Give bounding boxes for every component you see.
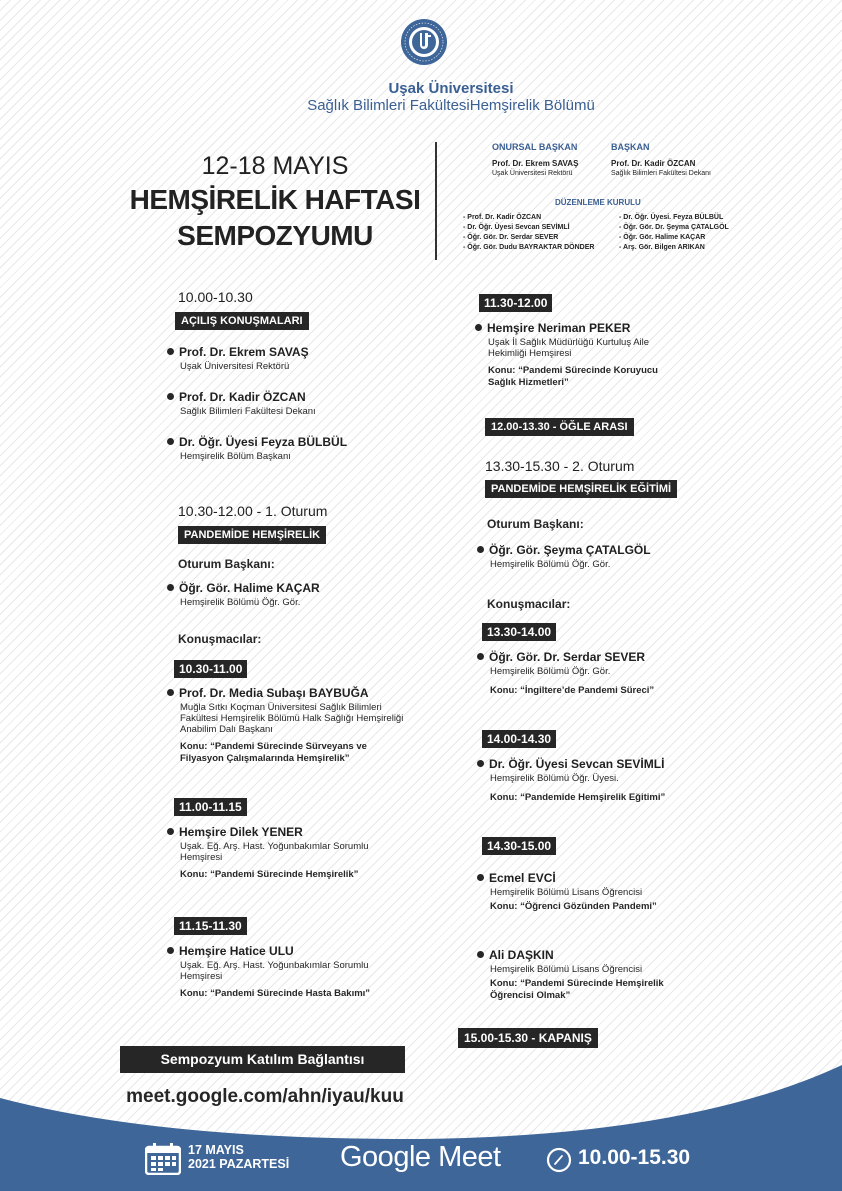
session2-speakers-label: Konuşmacılar: xyxy=(487,597,571,611)
speaker-role: Hemşirelik Bölümü Lisans Öğrencisi xyxy=(490,964,643,975)
session1-speakers-label: Konuşmacılar: xyxy=(178,632,262,646)
event-dates: 12-18 MAYIS xyxy=(201,152,349,180)
footer-platform: Google Meet xyxy=(340,1141,501,1173)
speaker-role: Hemşirelik Bölümü Öğr. Üyesi. xyxy=(490,773,619,784)
talk-item xyxy=(475,321,745,389)
speaker-name: Hemşire Dilek YENER xyxy=(179,825,303,839)
bullet-icon xyxy=(477,760,484,767)
vertical-divider xyxy=(435,142,437,260)
speaker-name: Prof. Dr. Kadir ÖZCAN xyxy=(179,390,306,404)
speaker-role: Uşak. Eğ. Arş. Hast. Yoğunbakımlar Sorumlu Hemşiresi xyxy=(180,841,369,863)
bullet-icon xyxy=(167,689,174,696)
talk-time: 14.30-15.00 xyxy=(482,837,556,855)
speaker-name: Prof. Dr. Ekrem SAVAŞ xyxy=(179,345,309,359)
talk-item xyxy=(477,948,747,1002)
participation-link-label: Sempozyum Katılım Bağlantısı xyxy=(120,1046,405,1073)
session1-title: PANDEMİDE HEMŞİRELİK xyxy=(178,526,326,544)
speaker-name: Prof. Dr. Media Subaşı BAYBUĞA xyxy=(179,686,369,700)
bullet-icon xyxy=(167,828,174,835)
talk-item xyxy=(477,757,747,804)
talk-topic: Konu: “Pandemi Sürecinde Sürveyans ve Filyasyon Çalışmalarında Hemşirelik” xyxy=(180,741,367,764)
speaker-name: Dr. Öğr. Üyesi Feyza BÜLBÜL xyxy=(179,435,348,449)
chair-name: Öğr. Gör. Halime KAÇAR xyxy=(179,581,320,595)
chair-role: Sağlık Bilimleri Fakültesi Dekanı xyxy=(611,170,711,177)
chair-heading: BAŞKAN xyxy=(611,142,650,152)
bullet-icon xyxy=(477,874,484,881)
organizing-member: - Prof. Dr. Kadir ÖZCAN xyxy=(463,214,542,221)
university-logo xyxy=(400,18,448,66)
talk-item xyxy=(167,944,437,1000)
organizing-member: - Dr. Öğr. Üyesi. Feyza BÜLBÜL xyxy=(619,214,724,221)
session1-chair-label: Oturum Başkanı: xyxy=(178,557,275,571)
speaker-role: Uşak. Eğ. Arş. Hast. Yoğunbakımlar Sorumlu Hemşiresi xyxy=(180,960,369,982)
faculty-name: Sağlık Bilimleri FakültesiHemşirelik Bölümü xyxy=(307,97,595,114)
session1-chair xyxy=(167,581,320,608)
talk-time: 10.30-11.00 xyxy=(174,660,247,678)
talk-topic: Konu: “Pandemi Sürecinde Koruyucu Sağlık Hizmetleri” xyxy=(488,365,658,388)
chair-role: Hemşirelik Bölümü Öğr. Gör. xyxy=(490,559,611,570)
honorary-chair-role: Uşak Üniversitesi Rektörü xyxy=(492,170,573,177)
bullet-icon xyxy=(477,951,484,958)
event-title-line1: HEMŞİRELİK HAFTASI xyxy=(129,184,421,215)
bullet-icon xyxy=(167,947,174,954)
university-name: Uşak Üniversitesi xyxy=(388,80,514,97)
session2-title: PANDEMİDE HEMŞİRELİK EĞİTİMİ xyxy=(485,480,677,498)
speaker-name: Ecmel EVCİ xyxy=(489,871,556,885)
organizing-committee-right xyxy=(619,213,729,253)
organizing-member: - Öğr. Gör. Halime KAÇAR xyxy=(619,234,706,241)
bullet-icon xyxy=(475,324,482,331)
speaker-name: Hemşire Neriman PEKER xyxy=(487,321,631,335)
opening-speaker xyxy=(167,435,347,462)
opening-title: AÇILIŞ KONUŞMALARI xyxy=(175,312,309,330)
speaker-role: Hemşirelik Bölümü Öğr. Gör. xyxy=(490,666,611,677)
speaker-name: Öğr. Gör. Dr. Serdar SEVER xyxy=(489,650,646,664)
honorary-chair-block xyxy=(492,142,578,177)
speaker-role: Hemşirelik Bölüm Başkanı xyxy=(180,451,291,462)
closing-session: 15.00-15.30 - KAPANIŞ xyxy=(458,1028,598,1048)
talk-time: 11.15-11.30 xyxy=(174,917,247,935)
bullet-icon xyxy=(167,438,174,445)
chair-role: Hemşirelik Bölümü Öğr. Gör. xyxy=(180,597,301,608)
footer-date xyxy=(188,1143,289,1171)
talk-item xyxy=(167,825,437,881)
chair-name: Prof. Dr. Kadir ÖZCAN xyxy=(611,159,696,168)
speaker-name: Ali DAŞKIN xyxy=(489,948,554,962)
session1-time: 10.30-12.00 - 1. Oturum xyxy=(178,503,328,519)
event-title-line2: SEMPOZYUMU xyxy=(177,220,373,251)
talk-item xyxy=(477,650,747,697)
meeting-link[interactable]: meet.google.com/ahn/iyau/kuu xyxy=(126,1086,404,1107)
talk-item xyxy=(477,871,747,913)
chair-block xyxy=(611,142,711,177)
session2-time: 13.30-15.30 - 2. Oturum xyxy=(485,458,635,474)
talk-time: 13.30-14.00 xyxy=(482,623,556,641)
bullet-icon xyxy=(167,584,174,591)
speaker-name: Hemşire Hatice ULU xyxy=(179,944,294,958)
opening-time: 10.00-10.30 xyxy=(178,289,253,305)
speaker-role: Sağlık Bilimleri Fakültesi Dekanı xyxy=(180,406,316,417)
footer-date-line1: 17 MAYIS xyxy=(188,1143,244,1157)
chair-name: Öğr. Gör. Şeyma ÇATALGÖL xyxy=(489,543,651,557)
footer-date-line2: 2021 PAZARTESİ xyxy=(188,1157,290,1171)
talk-topic: Konu: “İngiltere’de Pandemi Süreci” xyxy=(490,685,655,696)
speaker-role: Hemşirelik Bölümü Lisans Öğrencisi xyxy=(490,887,643,898)
footer-time-range: 10.00-15.30 xyxy=(578,1146,691,1169)
opening-speaker xyxy=(167,345,309,372)
bullet-icon xyxy=(477,546,484,553)
honorary-chair-heading: ONURSAL BAŞKAN xyxy=(492,142,578,152)
talk-item xyxy=(167,686,437,765)
bullet-icon xyxy=(167,393,174,400)
organizing-member: - Dr. Öğr. Üyesi Sevcan SEVİMLİ xyxy=(463,224,570,231)
organizing-member: - Arş. Gör. Bilgen ARIKAN xyxy=(619,244,705,251)
organizing-member: - Öğr. Gör. Dr. Şeyma ÇATALGÖL xyxy=(619,224,729,231)
speaker-role: Uşak İl Sağlık Müdürlüğü Kurtuluş Aile Hekimliği Hemşiresi xyxy=(488,337,650,359)
speaker-name: Dr. Öğr. Üyesi Sevcan SEVİMLİ xyxy=(489,757,665,771)
speaker-role: Uşak Üniversitesi Rektörü xyxy=(180,361,290,372)
speaker-role: Muğla Sıtkı Koçman Üniversitesi Sağlık Bilimleri Fakültesi Hemşirelik Bölümü Halk Sağlığı Hemşireliği Anabilim Dalı Başkanı xyxy=(180,702,404,735)
talk-topic: Konu: “Pandemi Sürecinde Hemşirelik” xyxy=(180,869,359,880)
talk-time: 11.00-11.15 xyxy=(174,798,247,816)
talk-topic: Konu: “Pandemide Hemşirelik Eğitimi” xyxy=(490,792,666,803)
bullet-icon xyxy=(167,348,174,355)
organizing-member: - Öğr. Gör. Dr. Serdar SEVER xyxy=(463,234,559,241)
talk-topic: Konu: “Pandemi Sürecinde Hasta Bakımı” xyxy=(180,988,371,999)
session2-chair-label: Oturum Başkanı: xyxy=(487,517,584,531)
lunch-break: 12.00-13.30 - ÖĞLE ARASI xyxy=(485,418,634,436)
talk-topic: Konu: “Öğrenci Gözünden Pandemi” xyxy=(490,901,657,912)
clock-icon xyxy=(546,1147,572,1173)
session2-chair xyxy=(477,543,651,570)
calendar-icon xyxy=(145,1143,181,1175)
opening-speaker xyxy=(167,390,316,417)
talk-time: 11.30-12.00 xyxy=(479,294,552,312)
honorary-chair-name: Prof. Dr. Ekrem SAVAŞ xyxy=(492,159,579,168)
talk-time: 14.00-14.30 xyxy=(482,730,556,748)
organizing-committee-left xyxy=(463,213,594,253)
bullet-icon xyxy=(477,653,484,660)
organizing-committee-heading: DÜZENLEME KURULU xyxy=(555,198,641,207)
talk-topic: Konu: “Pandemi Sürecinde Hemşirelik Öğrencisi Olmak” xyxy=(490,978,664,1001)
organizing-member: - Öğr. Gör. Dudu BAYRAKTAR DÖNDER xyxy=(463,244,595,251)
